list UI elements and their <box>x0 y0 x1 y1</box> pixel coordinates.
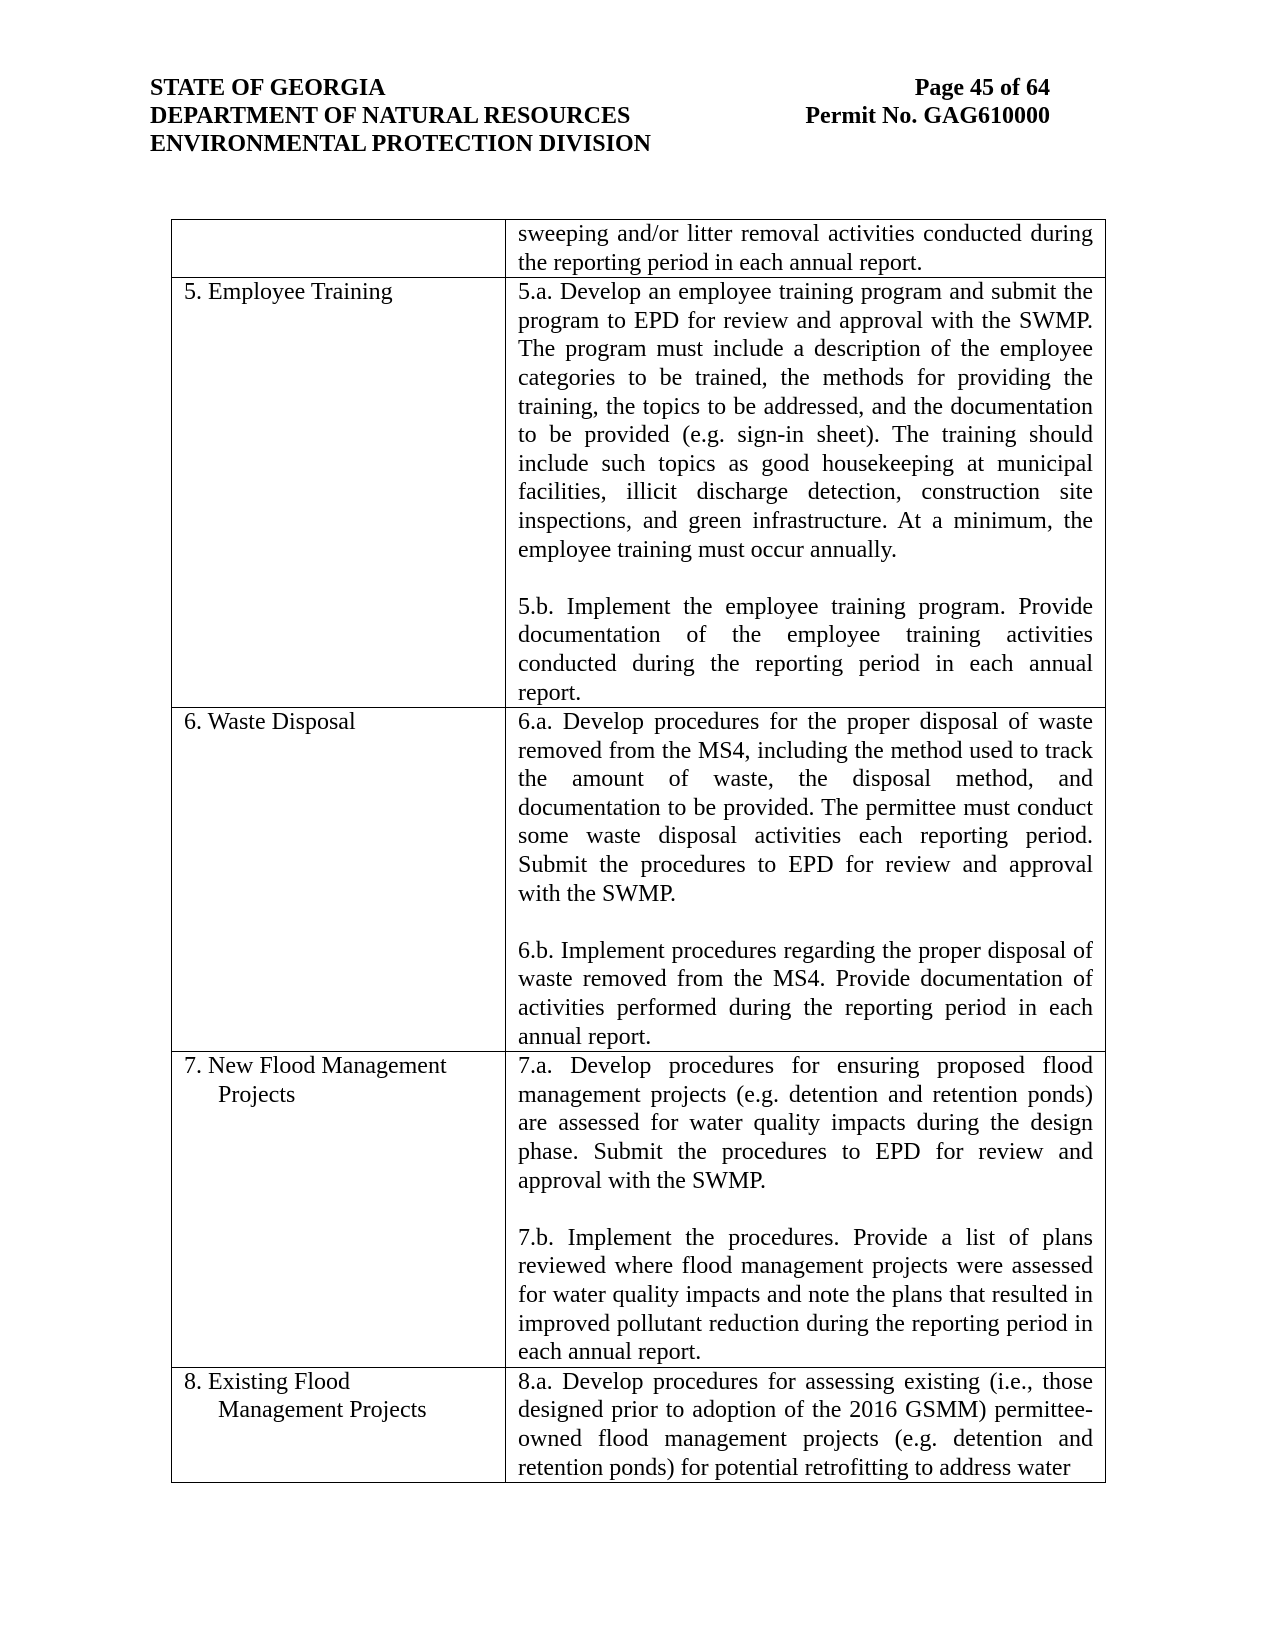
requirement-cell <box>506 220 1106 278</box>
table-row <box>172 278 1106 708</box>
header-state: STATE OF GEORGIA <box>150 75 386 101</box>
page-header <box>150 74 1050 158</box>
requirement-cell <box>506 708 1106 1052</box>
requirements-table <box>171 219 1106 1483</box>
header-row-1 <box>150 74 1050 102</box>
table-row <box>172 220 1106 278</box>
topic-cell <box>172 1052 506 1368</box>
topic-label: 6. Waste Disposal <box>184 709 356 736</box>
header-department: DEPARTMENT OF NATURAL RESOURCES <box>150 103 631 129</box>
table-row <box>172 1367 1106 1482</box>
table-row <box>172 708 1106 1052</box>
requirement-paragraph: 6.a. Develop procedures for the proper disposal of waste removed from the MS4, including the method used to track the amount of waste, the disposal method, and documentation to be provided. The permittee must conduct some waste disposal activities each reporting period. Submit the procedures to EPD for review and approval with the SWMP. <box>518 709 1093 907</box>
header-permit-number: Permit No. GAG610000 <box>805 103 1050 129</box>
requirement-paragraph: 7.b. Implement the procedures. Provide a list of plans reviewed where flood management projects were assessed for water quality impacts and note the plans that resulted in improved pollutant reduction during the reporting period in each annual report. <box>518 1224 1093 1366</box>
topic-label: 5. Employee Training <box>184 279 393 306</box>
requirement-paragraph: 8.a. Develop procedures for assessing existing (i.e., those designed prior to adoption of the 2016 GSMM) permittee-owned flood management projects (e.g. detention and retention ponds) for potential retrofitting to address water <box>518 1368 1093 1481</box>
requirement-paragraph: 7.a. Develop procedures for ensuring proposed flood management projects (e.g. detention and retention ponds) are assessed for water quality impacts during the design phase. Submit the procedures to EPD for review and approval with the SWMP. <box>518 1053 1093 1194</box>
requirement-paragraph: 6.b. Implement procedures regarding the proper disposal of waste removed from the MS4. Provide documentation of activities performed during the reporting period in each annual report. <box>518 937 1093 1050</box>
topic-label-continuation: Management Projects <box>218 1397 427 1424</box>
requirement-cell <box>506 1367 1106 1482</box>
header-row-3 <box>150 130 1050 158</box>
topic-label: 7. New Flood Management <box>184 1053 447 1080</box>
topic-cell <box>172 1367 506 1482</box>
topic-label: 8. Existing Flood <box>184 1368 351 1395</box>
topic-cell <box>172 708 506 1052</box>
requirement-paragraph: 5.a. Develop an employee training program and submit the program to EPD for review and approval with the SWMP. The program must include a description of the employee categories to be trained, the methods for providing the training, the topics to be addressed, and the documentation to be provided (e.g. sign-in sheet). The training should include such topics as good housekeeping at municipal facilities, illicit discharge detection, construction site inspections, and green infrastructure. At a minimum, the employee training must occur annually. <box>518 279 1093 563</box>
header-page-number: Page 45 of 64 <box>914 75 1050 101</box>
requirement-paragraph: 5.b. Implement the employee training program. Provide documentation of the employee training activities conducted during the reporting period in each annual report. <box>518 593 1093 706</box>
table-row <box>172 1052 1106 1368</box>
topic-label-continuation: Projects <box>218 1081 296 1108</box>
requirement-cell <box>506 278 1106 708</box>
topic-cell <box>172 220 506 278</box>
requirement-cell <box>506 1052 1106 1368</box>
header-row-2 <box>150 102 1050 130</box>
topic-cell <box>172 278 506 708</box>
requirement-paragraph: sweeping and/or litter removal activities conducted during the reporting period in each annual report. <box>518 221 1093 276</box>
header-division: ENVIRONMENTAL PROTECTION DIVISION <box>150 131 651 157</box>
